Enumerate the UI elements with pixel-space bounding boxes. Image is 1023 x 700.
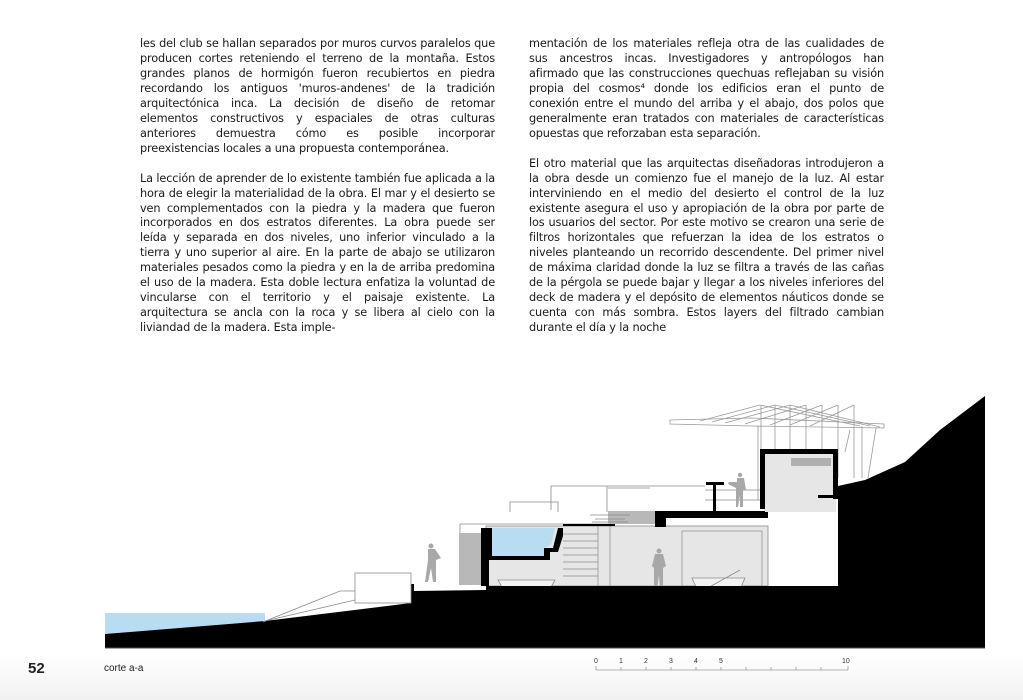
scale-bar [596, 666, 848, 670]
paragraph: La lección de aprender de lo existente también fue aplicada a la hora de elegir la materialidad de la obra. El mar y el desierto se ven complementados con la piedra y la madera que fueron incorporados en dos estratos diferentes. La obra puede ser leída y separada en dos niveles, uno inferior vinculado a la tierra y uno superior al aire. En la parte de abajo se utilizaron materiales pesados como la piedra y en la de arriba predomina el uso de la madera. Esta doble lectura enfatiza la voluntad de vincularse con el territorio y el paisaje existente. La arquitectura se ancla con la roca y se libera al cielo con la liviandad de la madera. Esta imple- [140, 171, 495, 335]
scale-label-2: 2 [644, 658, 648, 665]
section-drawing [0, 380, 1023, 680]
paragraph: les del club se hallan separados por muros curvos paralelos que producen cortes reteniendo el terreno de la montaña. Estos grandes planos de hormigón fueron recubiertos en piedra recordando los antiguos 'muros-andenes' de la tradición arquitectónica inca. La decisión de diseño de retomar elementos constructivos y espaciales de otras culturas anteriores demuestra cómo es posible incorporar preexistencias locales a una propuesta contemporánea. [140, 37, 495, 155]
stone-wall [459, 533, 481, 585]
scale-label-4: 4 [694, 658, 698, 665]
scale-label-3: 3 [669, 658, 673, 665]
scale-label-5: 5 [719, 658, 723, 665]
scale-label-10: 10 [842, 658, 850, 665]
paragraph: El otro material que las arquitectas diseñadoras introdujeron a la obra desde un comienzo fue el manejo de la luz. Al estar interviniendo en el medio del desierto el control de la luz existente asegura el uso y apropiación de la obra por parte de los usuarios del sector. Por este motivo se crearon una serie de filtros horizontales que refuerzan la idea de los estratos o niveles planteando un recorrido descendente. Del primer nivel de máxima claridad donde la luz se filtra a través de las cañas de la pérgola se puede bajar y llegar a los niveles inferiores del deck de madera y el depósito de elementos náuticos donde se cuenta con más sombra. Estos layers del filtrado cambian durante el día y la noche [529, 156, 884, 335]
paragraph: mentación de los materiales refleja otra de las cualidades de sus ancestros incas. Investigadores y antropólogos han afirmado que las construcciones quechuas reflejaban su visión propia del cosmos⁴ donde los edificios eran el punto de conexión entre el mundo del arriba y el abajo, dos polos que generalmente eran tratados con materiales de características opuestas que reforzaban esta separación. [529, 37, 884, 140]
page-number: 52 [28, 660, 45, 677]
text-column-left [140, 37, 495, 351]
skylight [791, 458, 831, 466]
terrain [105, 396, 985, 648]
text-column-right [529, 37, 884, 351]
figure-caption: corte a-a [104, 663, 144, 674]
scale-label-0: 0 [594, 658, 598, 665]
scale-label-1: 1 [619, 658, 623, 665]
